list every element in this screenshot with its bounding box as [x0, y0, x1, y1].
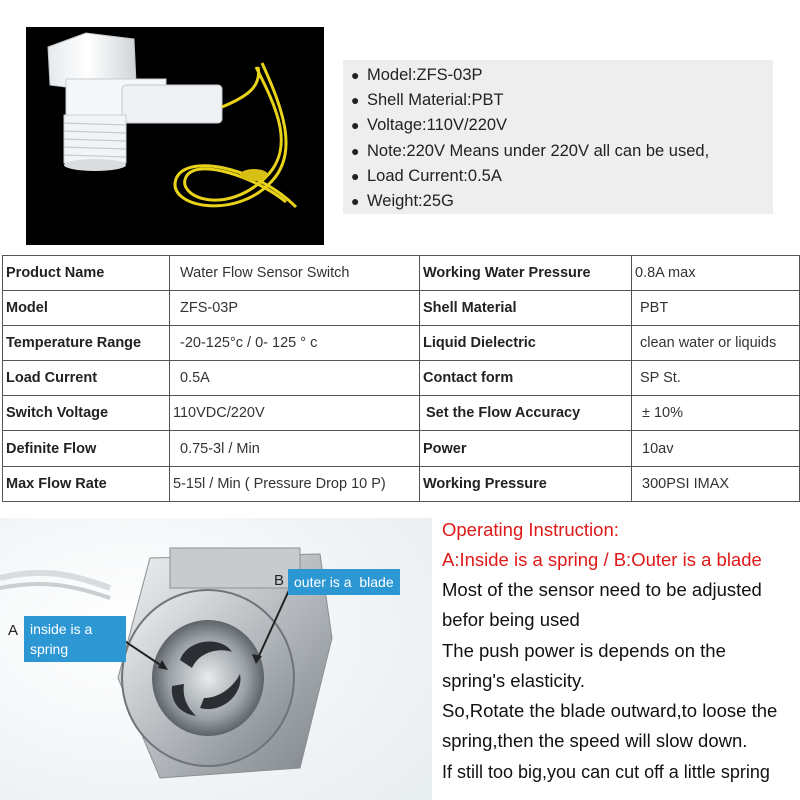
spec-value: ZFS-03P [170, 291, 420, 326]
spec-item: ● Note:220V Means under 220V all can be used, [343, 139, 773, 164]
spec-value: 0.5A [170, 361, 420, 396]
operating-instruction [442, 515, 798, 787]
instruction-line: spring's elasticity. [442, 669, 586, 691]
table-row [3, 326, 800, 361]
spec-value: 0.8A max [632, 256, 800, 291]
callout-blade: outer is a blade [288, 569, 400, 595]
callout-text: spring [30, 641, 69, 657]
internal-view-photo [0, 518, 432, 800]
spec-table [2, 255, 800, 502]
instruction-title: Operating Instruction: [442, 519, 619, 540]
spec-key: Contact form [420, 361, 632, 396]
spec-summary [343, 60, 773, 214]
instruction-line: befor being used [442, 609, 580, 631]
spec-value: 0.75-3l / Min [170, 431, 420, 466]
bullet-icon: ● [351, 142, 360, 159]
spec-key: Load Current [3, 361, 170, 396]
bullet-icon: ● [351, 92, 360, 109]
table-row [3, 291, 800, 326]
spec-item: ● Weight:25G [343, 189, 773, 214]
sensor-illustration [26, 27, 324, 245]
spec-key: Product Name [3, 256, 170, 291]
bullet-icon: ● [351, 67, 360, 83]
callout-spring [24, 616, 126, 662]
table-row [3, 256, 800, 291]
table-row [3, 431, 800, 466]
spec-value: SP St. [632, 361, 800, 396]
spec-item: ● Voltage:110V/220V [343, 113, 773, 138]
spec-key: Set the Flow Accuracy [420, 396, 632, 431]
spec-value: Water Flow Sensor Switch [170, 256, 420, 291]
spec-key: Definite Flow [3, 431, 170, 466]
spec-key: Temperature Range [3, 326, 170, 361]
spec-value: 5-15l / Min ( Pressure Drop 10 P) [170, 466, 420, 501]
spec-key: Max Flow Rate [3, 466, 170, 501]
instruction-line: If still too big,you can cut off a little spring [442, 761, 770, 782]
spec-item: ● Model:ZFS-03P [343, 63, 773, 88]
table-row [3, 396, 800, 431]
spec-key: Liquid Dielectric [420, 326, 632, 361]
instruction-line: Most of the sensor need to be adjusted [442, 579, 762, 600]
product-photo [26, 27, 324, 245]
spec-key: Working Pressure [420, 466, 632, 501]
bullet-icon: ● [351, 193, 360, 210]
spec-value: 110VDC/220V [170, 396, 420, 431]
spec-value: -20-125°c / 0- 125 ° c [170, 326, 420, 361]
spec-key: Power [420, 431, 632, 466]
callout-text: inside is a [30, 621, 93, 637]
spec-item: ● Load Current:0.5A [343, 164, 773, 189]
spec-key: Model [3, 291, 170, 326]
spec-key: Shell Material [420, 291, 632, 326]
spec-key: Working Water Pressure [420, 256, 632, 291]
spec-value: clean water or liquids [632, 326, 800, 361]
spec-list [343, 60, 773, 214]
callout-letter-b: B [274, 572, 285, 589]
spec-value: 300PSI IMAX [632, 466, 800, 501]
instruction-line: spring,then the speed will slow down. [442, 730, 748, 752]
instruction-line: So,Rotate the blade outward,to loose the [442, 700, 778, 722]
table-row [3, 466, 800, 501]
instruction-subtitle: A:Inside is a spring / B:Outer is a blade [442, 549, 762, 570]
instruction-line: The push power is depends on the [442, 639, 726, 661]
spec-key: Switch Voltage [3, 396, 170, 431]
spec-value: PBT [632, 291, 800, 326]
bullet-icon: ● [351, 117, 360, 134]
bullet-icon: ● [351, 167, 360, 184]
spec-value: ± 10% [632, 396, 800, 431]
spec-item: ● Shell Material:PBT [343, 88, 773, 113]
spec-value: 10av [632, 431, 800, 466]
table-row [3, 361, 800, 396]
callout-letter-a: A [8, 622, 19, 639]
